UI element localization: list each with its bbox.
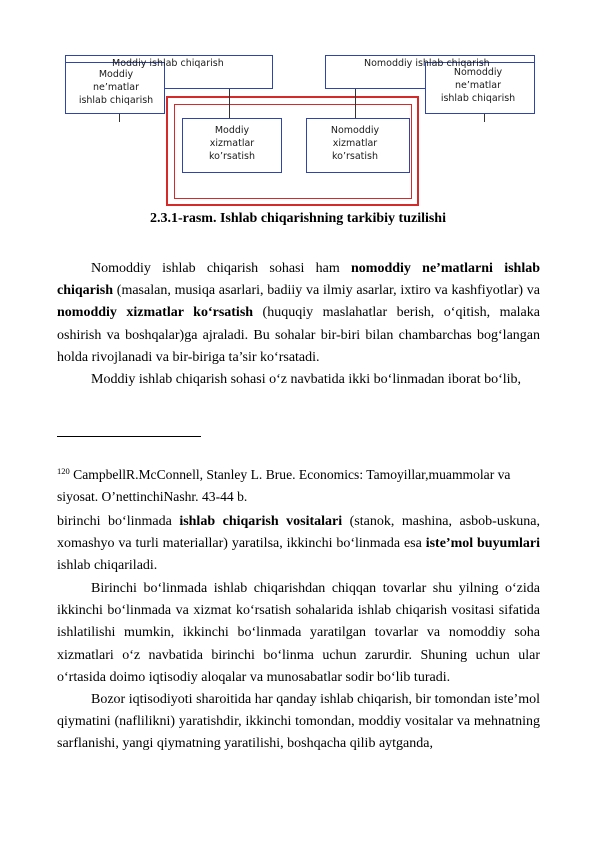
text: birinchi bo‘linmada <box>57 514 180 529</box>
label-nonmaterial-goods: Nomoddiy ne’matlar ishlab chiqarish <box>440 67 516 104</box>
paragraph-4: Birinchi bo‘linmada ishlab chiqarishdan chiqqan tovarlar shu yilning o‘zida ikkinchi bo‘linmada va xizmat ko‘rsatish sohalarida ishlab chiqarish vositasi sifatida ishlatilishi mumkin, ikkinchi bo‘linmada yaratilgan tovarlar va nomoddiy soha xizmatlari o‘z navbatida birinchi bo‘linma uchun zarurdir. Shuning uchun ular o‘rtasida doimo iqtisodiy aloqalar va munosabatlar sodir bo‘lib turadi. <box>57 581 540 685</box>
text: (masalan, musiqa asarlari, badiiy va ilmiy asarlar, ixtiro va kashfiyotlar) va <box>113 283 540 299</box>
bold-term: iste’mol buyumlari <box>425 536 540 552</box>
paragraph-2: Moddiy ishlab chiqarish sohasi o‘z navbatida ikki bo‘linmadan iborat bo‘lib, <box>91 372 522 387</box>
footnote-number: 120 <box>57 466 70 476</box>
label-nonmaterial-services: Nomoddiy xizmatlar ko’rsatish <box>330 125 380 162</box>
bold-term: ishlab chiqarish vositalari <box>179 514 343 529</box>
connector-right-sub <box>484 114 485 122</box>
connector-right-center <box>355 89 356 118</box>
footnote-separator <box>57 436 201 437</box>
text: Nomoddiy ishlab chiqarish sohasi ham <box>91 261 352 276</box>
bold-term: nomoddiy ne’matlarni ishlab chiqarish <box>57 261 540 299</box>
bold-term: nomoddiy xizmatlar ko‘rsatish <box>57 305 254 321</box>
paragraph-3 <box>57 511 540 578</box>
text: (stanok, mashina, asbob-uskuna, xomashyo va turli materiallar) yaratilsa, ikkinchi bo‘linmada esa <box>57 514 540 552</box>
label-material-goods: Moddiy ne’matlar ishlab chiqarish <box>78 69 154 106</box>
label-material-services: Moddiy xizmatlar ko’rsatish <box>208 125 255 162</box>
footnote-text: CampbellR.McConnell, Stanley L. Brue. Economics: Tamoyillar,muammolar va siyosat. O’nettinchiNashr. 43-44 b. <box>57 467 511 504</box>
label-nonmaterial-production: Nomoddiy ishlab chiqarish <box>364 58 490 69</box>
text: (huquqiy maslahatlar berish, o‘qitish, malaka oshirish va boshqalar)ga ajraladi. Bu sohalar bir-biri bilan chambarchas bog‘langan holda rivojlanadi va bir-biriga ta’sir ko‘rsatadi. <box>57 305 540 365</box>
paragraph-1 <box>57 258 540 369</box>
label-material-production: Moddiy ishlab chiqarish <box>112 58 224 69</box>
figure-caption: 2.3.1-rasm. Ishlab chiqarishning tarkibiy tuzilishi <box>149 211 446 226</box>
connector-left-center <box>229 89 230 118</box>
connector-left-sub <box>119 114 120 122</box>
footnote <box>57 460 552 508</box>
text: ishlab chiqariladi. <box>57 558 158 574</box>
paragraph-5: Bozor iqtisodiyoti sharoitida har qanday ishlab chiqarish, bir tomondan iste’mol qiymatini (naflilikni) yaratishdir, ikkinchi tomondan, moddiy vositalar va mehnatning sarflanishi, yangi qiymatning yaratilishi, boshqacha qilib aytganda, <box>57 692 540 752</box>
